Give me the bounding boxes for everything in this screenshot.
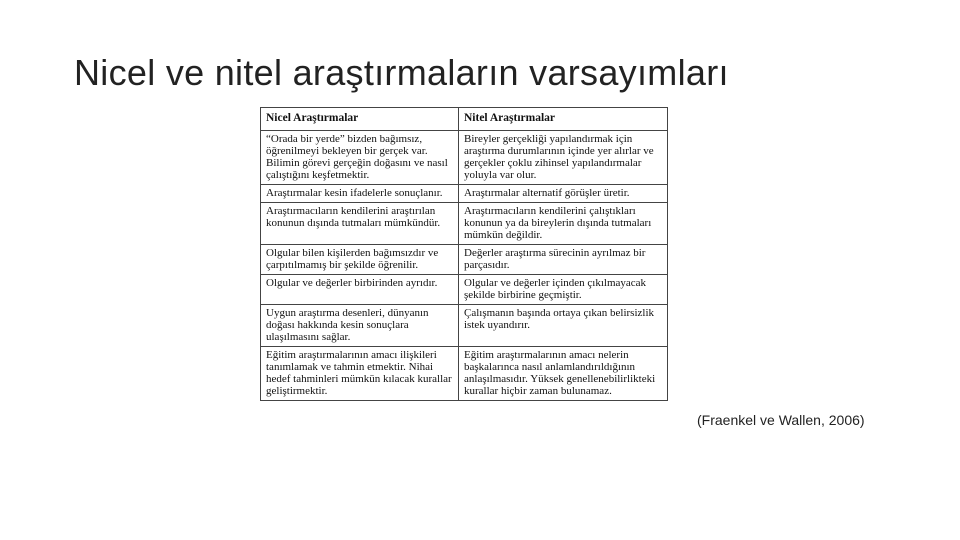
header-nicel: Nicel Araştırmalar — [261, 108, 459, 131]
cell-nitel: Değerler araştırma sürecinin ayrılmaz bir parçasıdır. — [459, 245, 668, 275]
cell-nicel: Olgular ve değerler birbirinden ayrıdır. — [261, 275, 459, 305]
cell-nicel: “Orada bir yerde” bizden bağımsız, öğrenilmeyi bekleyen bir gerçek var. Bilimin görevi gerçeğin doğasını ve nasıl çalıştığını keşfetmektir. — [261, 131, 459, 185]
table-row — [261, 347, 668, 401]
cell-nicel: Araştırmacıların kendilerini araştırılan konunun dışında tutmaları mümkündür. — [261, 203, 459, 245]
cell-nitel: Bireyler gerçekliği yapılandırmak için araştırma durumlarının içinde yer alırlar ve gerçekler çoklu zihinsel yapılandırmalar yoluyla var olur. — [459, 131, 668, 185]
table-row — [261, 245, 668, 275]
cell-nitel: Olgular ve değerler içinden çıkılmayacak şekilde birbirine geçmiştir. — [459, 275, 668, 305]
table-row — [261, 131, 668, 185]
cell-nicel: Araştırmalar kesin ifadelerle sonuçlanır. — [261, 185, 459, 203]
cell-nitel: Araştırmalar alternatif görüşler üretir. — [459, 185, 668, 203]
cell-nicel: Eğitim araştırmalarının amacı ilişkileri tanımlamak ve tahmin etmektir. Nihai hedef tahminleri mümkün kılacak kurallar geliştirmektir. — [261, 347, 459, 401]
table-row — [261, 305, 668, 347]
cell-nitel: Çalışmanın başında ortaya çıkan belirsizlik istek uyandırır. — [459, 305, 668, 347]
table-row — [261, 185, 668, 203]
table-row — [261, 275, 668, 305]
cell-nitel: Eğitim araştırmalarının amacı nelerin başkalarınca nasıl anlamlandırıldığının anlaşılmasıdır. Yüksek genellenebilirlikteki kurallar hiçbir zaman bulunamaz. — [459, 347, 668, 401]
citation: (Fraenkel ve Wallen, 2006) — [697, 412, 865, 428]
cell-nicel: Olgular bilen kişilerden bağımsızdır ve çarpıtılmamış bir şekilde öğrenilir. — [261, 245, 459, 275]
cell-nitel: Araştırmacıların kendilerini çalıştıkları konunun ya da bireylerin dışında tutmaları mümkün değildir. — [459, 203, 668, 245]
comparison-table — [260, 107, 668, 401]
table-row — [261, 203, 668, 245]
slide-title: Nicel ve nitel araştırmaların varsayımları — [74, 52, 729, 93]
header-nitel: Nitel Araştırmalar — [459, 108, 668, 131]
table-header-row — [261, 108, 668, 131]
cell-nicel: Uygun araştırma desenleri, dünyanın doğası hakkında kesin sonuçlara ulaşılmasını sağlar. — [261, 305, 459, 347]
